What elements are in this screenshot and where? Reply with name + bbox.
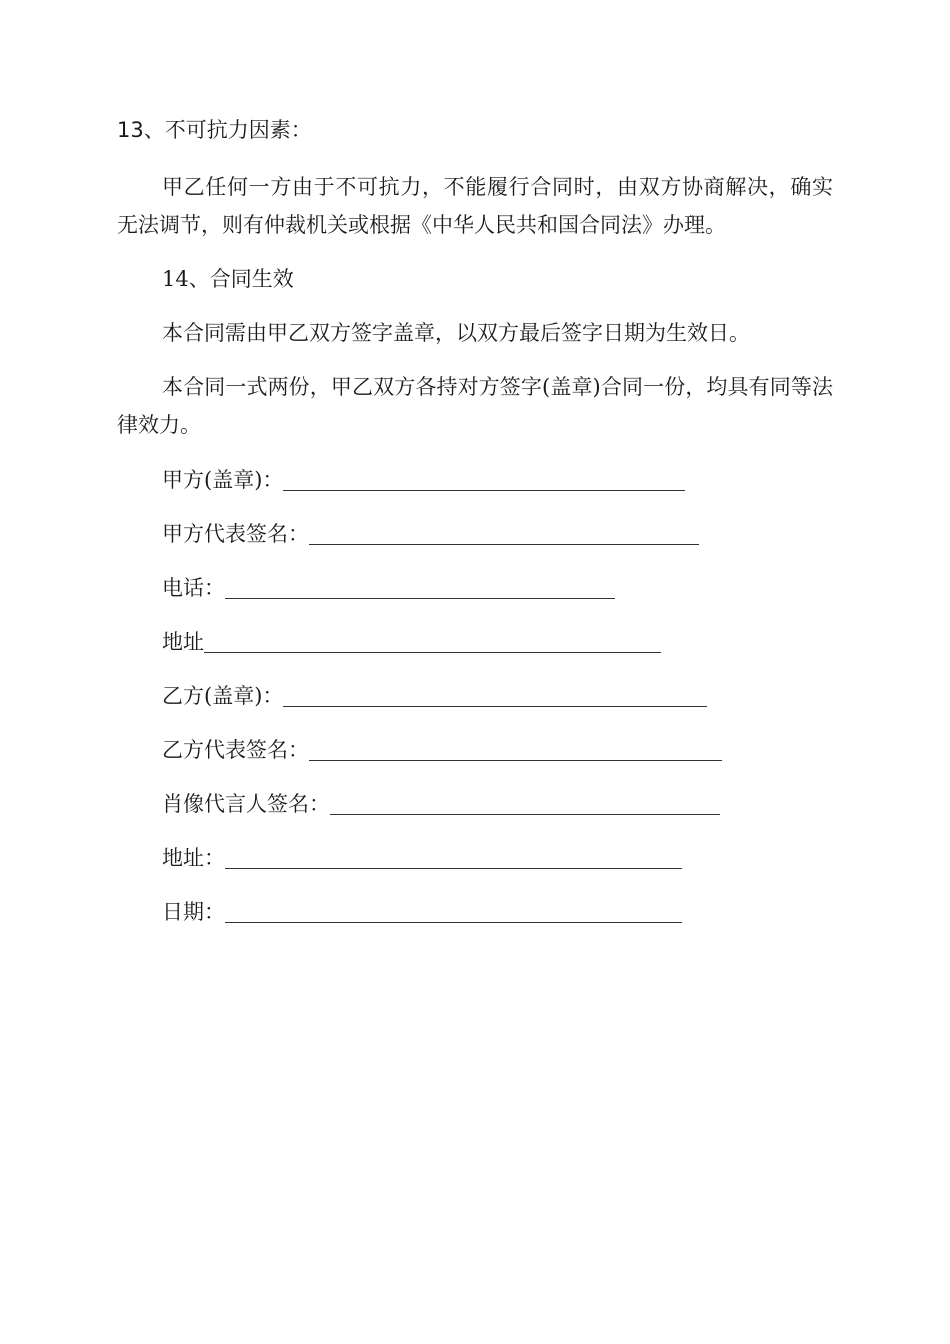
party-b-rep-signature-blank[interactable] (309, 740, 722, 761)
spokesperson-signature-blank[interactable] (330, 794, 720, 815)
party-b-rep-signature-field (162, 736, 722, 764)
effective-clause: 本合同需由甲乙双方签字盖章，以双方最后签字日期为生效日。 (162, 321, 750, 345)
date-label: 日期： (162, 900, 225, 924)
party-b-rep-signature-label: 乙方代表签名： (162, 738, 309, 762)
section-14-heading: 14、合同生效 (162, 267, 294, 291)
phone-label: 电话： (162, 576, 225, 600)
spokesperson-signature-field (162, 790, 720, 818)
party-a-seal-label: 甲方(盖章)： (162, 468, 284, 492)
party-b-seal-field (162, 682, 707, 710)
party-b-seal-blank[interactable] (283, 686, 707, 707)
party-a-seal-field (162, 466, 685, 494)
section-13-title: 、不可抗力因素： (143, 118, 312, 142)
section-13-body: 甲乙任何一方由于不可抗力，不能履行合同时，由双方协商解决，确实无法调节，则有仲裁机关或根据《中华人民共和国合同法》办理。 (117, 175, 833, 237)
spokesperson-signature-label: 肖像代言人签名： (162, 792, 330, 816)
phone-field (162, 574, 615, 602)
date-blank[interactable] (225, 902, 682, 923)
section-13-number: 13 (117, 118, 144, 142)
address-b-blank[interactable] (225, 848, 682, 869)
section-13-heading (117, 116, 312, 144)
date-field (162, 898, 682, 926)
copies-clause: 本合同一式两份，甲乙双方各持对方签字(盖章)合同一份，均具有同等法律效力。 (117, 375, 833, 437)
party-a-rep-signature-blank[interactable] (309, 524, 699, 545)
phone-blank[interactable] (225, 578, 615, 599)
address-b-label: 地址： (162, 846, 225, 870)
party-a-seal-blank[interactable] (283, 470, 685, 491)
address-a-label: 地址 (162, 630, 204, 654)
party-a-rep-signature-field (162, 520, 699, 548)
address-a-blank[interactable] (204, 632, 661, 653)
address-b-field (162, 844, 682, 872)
party-a-rep-signature-label: 甲方代表签名： (162, 522, 309, 546)
party-b-seal-label: 乙方(盖章)： (162, 684, 284, 708)
address-a-field (162, 628, 661, 656)
